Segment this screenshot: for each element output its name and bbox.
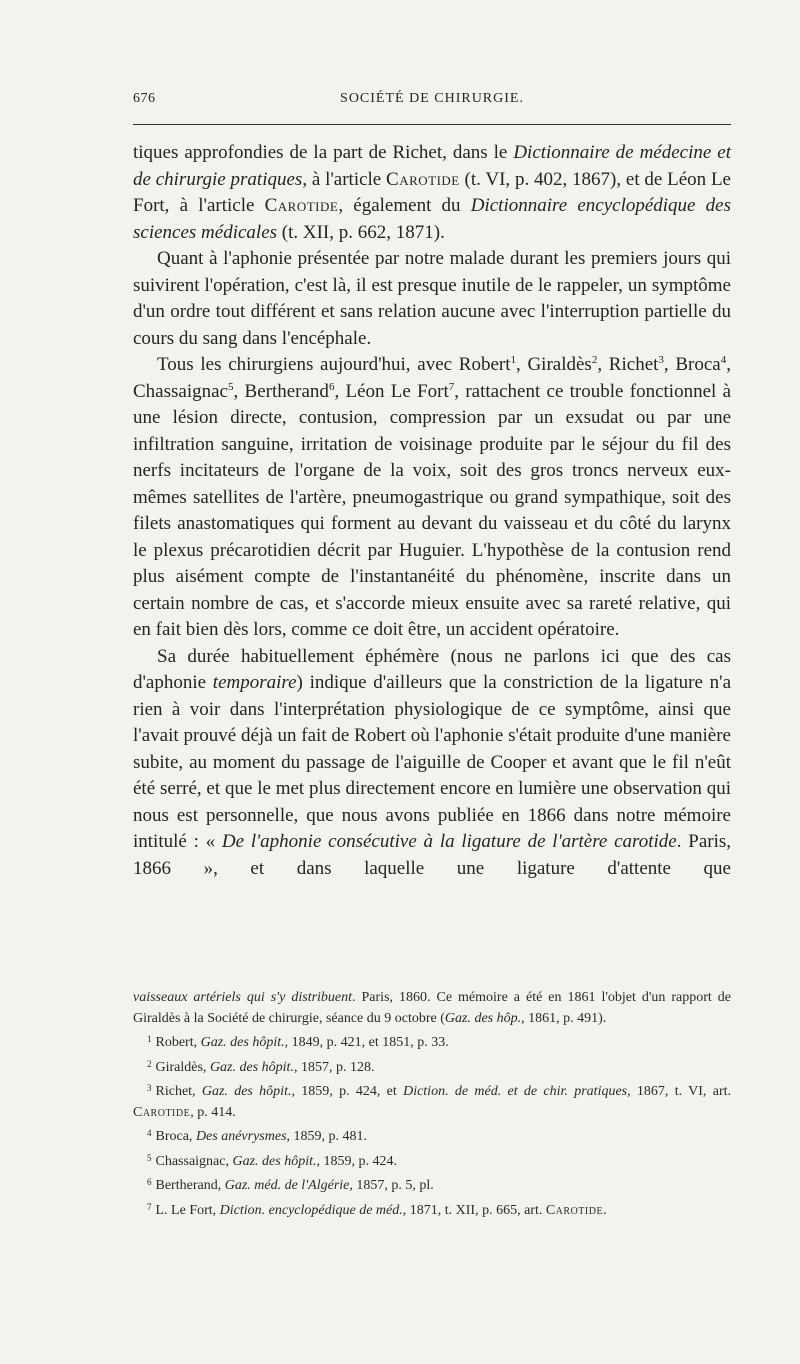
footnote-ref: 2 [591, 354, 598, 366]
paragraph-1: tiques approfondies de la part de Richet, dans le Dictionnaire de médecine et de chirurgie pratiques, à l'article Carotide (t. VI, p. 402, 1867), et de Léon Le Fort, à l'article Carotide, également du Dictionnaire encyclopédique des sciences médicales (t. XII, p. 662, 1871). [133, 142, 732, 243]
footnote-ref: 4 [720, 354, 727, 366]
page-header [133, 91, 731, 111]
footnote-7: $^7$ L. Le Fort, Diction. encyclopédique de méd., 1871, t. XII, p. 665, art. Carotide. [147, 1201, 607, 1218]
main-text [133, 140, 731, 882]
paragraph-2: Quant à l'aphonie présentée par notre malade durant les premiers jours qui suivirent l'opération, c'est là, il est presque inutile de le rappeler, un symptôme d'un ordre tout différent et sans relation aucune avec l'interruption partielle du cours du sang dans l'encéphale. [133, 248, 731, 349]
paragraph-3: Tous les chirurgiens aujourd'hui, avec Robert$^1$, Giraldès$^2$, Richet$^3$, Broca$^4$, Chassaignac$^5$, Bertherand$^6$, Léon Le Fort$^7$, rattachent ce trouble fonctionnel à une lésion directe, contusion, compression par un exsudat ou par une infiltration sanguine, irritation de voisinage produite par le séjour du fil des nerfs incitateurs de l'organe de la voix, soit des gros troncs nerveux eux-mêmes satellites de l'artère, pneumogastrique ou grand sympathique, soit des filets anastomatiques qui forment au devant du vaisseau et du côté du larynx le plexus précarotidien décrit par Huguier. L'hypothèse de la contusion rend plus aisément compte de l'instantanéité du phénomène, inscrite dans un certain nombre de cas, et s'accorde mieux ensuite avec sa rareté relative, qui en fait bien dès lors, comme ce doit être, un accident opératoire. [133, 354, 732, 640]
footnote-4: $^4$ Broca, Des anévrysmes, 1859, p. 481. [147, 1128, 368, 1144]
footnote-5: $^5$ Chassaignac, Gaz. des hôpit., 1859, p. 424. [147, 1152, 397, 1169]
footnote-ref: 6 [328, 380, 335, 393]
footnote-3: $^3$ Richet, Gaz. des hôpit., 1859, p. 424, et Diction. de méd. et de chir. pratiques, 1867, t. VI, art. Carotide, p. 414. [133, 1083, 732, 1120]
footnote-6: $^6$ Bertherand, Gaz. méd. de l'Algérie, 1857, p. 5, pl. [147, 1177, 434, 1193]
running-title: SOCIÉTÉ DE CHIRURGIE. [340, 91, 524, 106]
footnote-ref: 3 [658, 354, 664, 366]
footnote-ref: 7 [448, 380, 455, 393]
header-rule [133, 124, 731, 125]
footnotes [133, 988, 731, 1221]
footnote-1: $^1$ Robert, Gaz. des hôpit., 1849, p. 421, et 1851, p. 33. [147, 1034, 449, 1050]
footnote-ref: 1 [510, 354, 516, 366]
paragraph-4: Sa durée habituellement éphémère (nous ne parlons ici que des cas d'aphonie temporaire) indique d'ailleurs que la constriction de la ligature n'a rien à voir dans l'interprétation physiologique de ce symptôme, ainsi que l'avait prouvé déjà un fait de Robert où l'aphonie s'était produite d'une manière subite, au moment du passage de l'aiguille de Cooper et avant que le fil n'eût été serré, et que le met plus directement encore en lumière une observation qui nous est personnelle, que nous avons publiée en 1866 dans notre mémoire intitulé : « De l'aphonie consécutive à la ligature de l'artère carotide. Paris, 1866 », et dans laquelle une ligature d'attente que [133, 645, 732, 879]
footnote-2: $^2$ Giraldès, Gaz. des hôpit., 1857, p. 128. [147, 1058, 375, 1075]
footnote-ref: 5 [227, 380, 234, 393]
footnote-continuation: vaisseaux artériels qui s'y distribuent. Paris, 1860. Ce mémoire a été en 1861 l'objet d'un rapport de Giraldès à la Société de chirurgie, séance du 9 octobre (Gaz. des hôp., 1861, p. 491). [133, 990, 731, 1026]
page-number: 676 [133, 91, 156, 106]
